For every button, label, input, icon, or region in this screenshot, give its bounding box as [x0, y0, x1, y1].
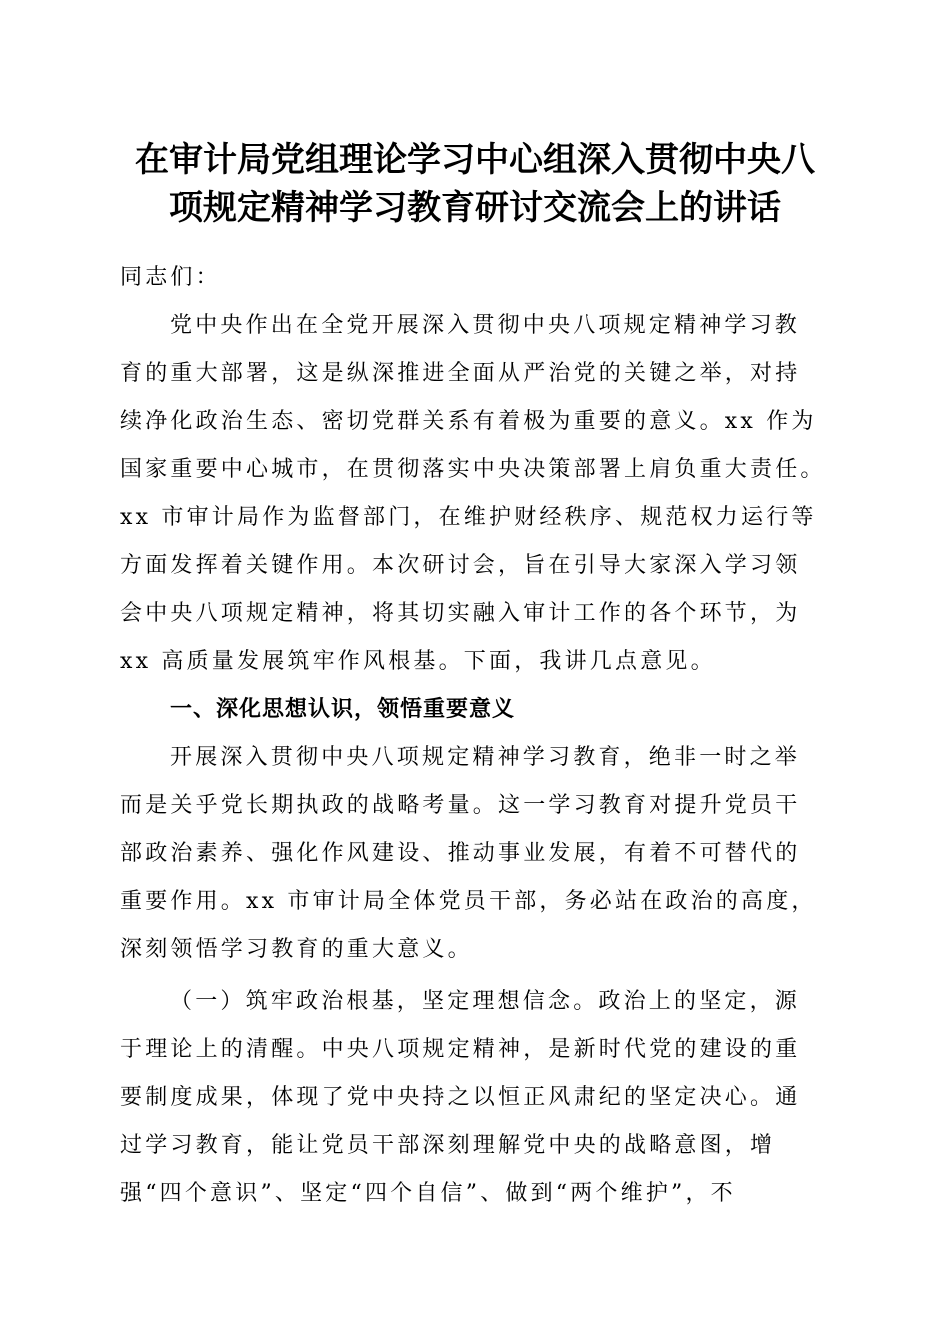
paragraph-line: 于理论上的清醒。中央八项规定精神，是新时代党的建设的重: [120, 1037, 801, 1062]
document-body: [120, 254, 830, 1218]
paragraph-line: 过学习教育，能让党员干部深刻理解党中央的战略意图，增: [120, 1133, 776, 1158]
paragraph-political-foundation: [120, 978, 830, 1218]
paragraph-line: 重要作用。xx 市审计局全体党员干部，务必站在政治的高度，: [120, 889, 817, 914]
paragraph-line: 会中央八项规定精神，将其切实融入审计工作的各个环节，为: [120, 601, 801, 626]
paragraph-line: 国家重要中心城市，在贯彻落实中央决策部署上肩负重大责任。: [120, 457, 826, 482]
paragraph-line: 部政治素养、强化作风建设、推动事业发展，有着不可替代的: [120, 841, 801, 866]
section-heading: 一、深化思想认识，领悟重要意义: [170, 697, 516, 722]
document-title: [100, 136, 850, 232]
paragraph-line: 续净化政治生态、密切党群关系有着极为重要的意义。xx 作为: [120, 409, 817, 434]
paragraph-line: 党中央作出在全党开展深入贯彻中央八项规定精神学习教: [170, 313, 801, 338]
salutation: 同志们：: [120, 265, 221, 290]
title-line-2: 项规定精神学习教育研讨交流会上的讲话: [169, 188, 781, 228]
title-line-1: 在审计局党组理论学习中心组深入贯彻中央八: [135, 140, 815, 180]
paragraph-intro: [120, 302, 830, 686]
paragraph-line: 方面发挥着关键作用。本次研讨会，旨在引导大家深入学习领: [120, 553, 801, 578]
paragraph-line: xx 高质量发展筑牢作风根基。下面，我讲几点意见。: [120, 649, 716, 674]
paragraph-line: 而是关乎党长期执政的战略考量。这一学习教育对提升党员干: [120, 793, 801, 818]
paragraph-line: （一）筑牢政治根基，坚定理想信念。政治上的坚定，源: [170, 989, 801, 1014]
paragraph-line: 强“四个意识”、坚定“四个自信”、做到“两个维护”，不: [120, 1181, 736, 1206]
paragraph-line: 育的重大部署，这是纵深推进全面从严治党的关键之举，对持: [120, 361, 801, 386]
paragraph-significance: [120, 734, 830, 974]
paragraph-line: 要制度成果，体现了党中央持之以恒正风肃纪的坚定决心。通: [120, 1085, 801, 1110]
paragraph-line: 开展深入贯彻中央八项规定精神学习教育，绝非一时之举: [170, 745, 801, 770]
paragraph-line: 深刻领悟学习教育的重大意义。: [120, 937, 473, 962]
paragraph-line: xx 市审计局作为监督部门，在维护财经秩序、规范权力运行等: [120, 505, 817, 530]
